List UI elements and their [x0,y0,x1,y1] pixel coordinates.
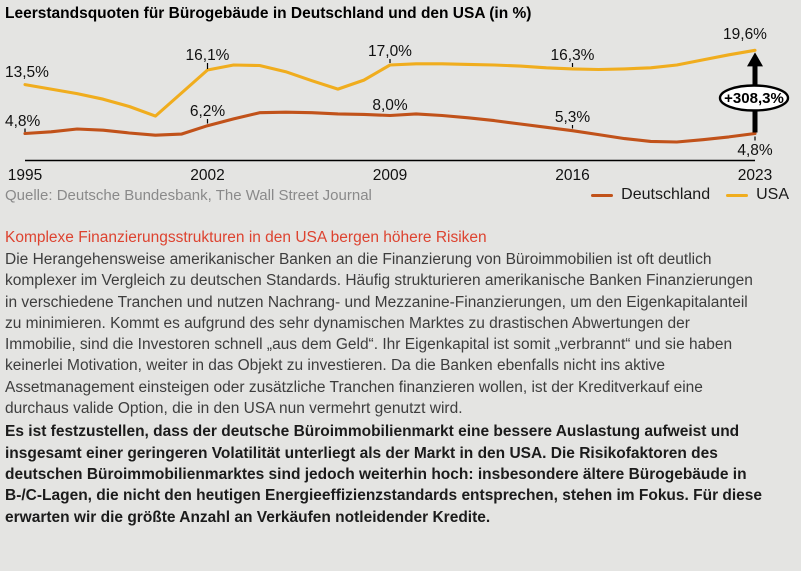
legend-item-deutschland [591,186,710,204]
svg-text:4,8%: 4,8% [5,113,41,130]
svg-text:2002: 2002 [190,167,225,184]
svg-text:17,0%: 17,0% [368,43,412,60]
svg-text:6,2%: 6,2% [189,103,226,120]
chart-source: Quelle: Deutsche Bundesbank, The Wall Street Journal [5,186,372,204]
svg-text:16,3%: 16,3% [550,47,595,64]
svg-text:2009: 2009 [372,167,408,184]
article-heading: Komplexe Finanzierungsstrukturen in den USA bergen höhere Risiken [5,229,487,246]
svg-text:2016: 2016 [555,167,590,184]
svg-text:2023: 2023 [737,167,773,184]
svg-text:16,1%: 16,1% [185,47,230,64]
svg-text:+308,3%: +308,3% [724,90,784,107]
chart-legend [591,186,789,204]
svg-text:19,6%: 19,6% [723,26,767,43]
article [5,227,763,528]
legend-label-usa: USA [756,186,789,203]
legend-label-deutschland: Deutschland [621,186,711,203]
chart-title: Leerstandsquoten für Bürogebäude in Deutschland und den USA (in %) [5,5,532,22]
svg-text:5,3%: 5,3% [554,109,591,126]
vacancy-line-chart [0,0,801,185]
svg-text:1995: 1995 [7,167,43,184]
deutschland-line-swatch-icon [591,194,613,197]
article-paragraph-2: Es ist festzustellen, dass der deutsche Büroimmobilienmarkt eine bessere Auslastung aufweist und insgesamt einer geringeren Volatilität unterliegt als der Markt in den USA. Die Risikofaktoren des deutschen Büroimmobilienmarktes sind jedoch weiterhin hoch: insbesondere ältere Bürogebäude in B-/C-Lagen, die nicht den heutigen Energieeffizienzstandards entsprechen, stehen im Fokus. Für diese erwarten wir die größte Anzahl an Verkäufen notleidender Kredite. [5,423,763,526]
chart-meta-row [5,186,789,204]
article-paragraph-1: Die Herangehensweise amerikanischer Banken an die Finanzierung von Büroimmobilien ist oft deutlich komplexer im Vergleich zu deutschen Standards. Häufig strukturieren amerikanische Banken Finanzierungen in verschiedene Tranchen und nutzen Nachrang- und Mezzanine-Finanzierungen, um den Eigenkapitalanteil zu minimieren. Kommt es aufgrund des sehr dynamischen Marktes zu drastischen Abwertungen der Immobilie, sind die Investoren schnell „aus dem Geld“. Ihr Eigenkapital ist somit „verbrannt“ und sie haben keinerlei Motivation, weiter in das Objekt zu investieren. Da die Banken ebenfalls nicht ins aktive Assetmanagement einsteigen oder zusätzliche Tranchen finanzieren wollen, ist der Kreditverkauf eine durchaus valide Option, die in den USA nun vermehrt genutzt wird. [5,251,753,418]
svg-text:13,5%: 13,5% [5,64,49,81]
svg-text:8,0%: 8,0% [372,97,408,114]
svg-text:4,8%: 4,8% [737,142,773,159]
legend-item-usa [726,186,789,204]
usa-line-swatch-icon [726,194,748,197]
